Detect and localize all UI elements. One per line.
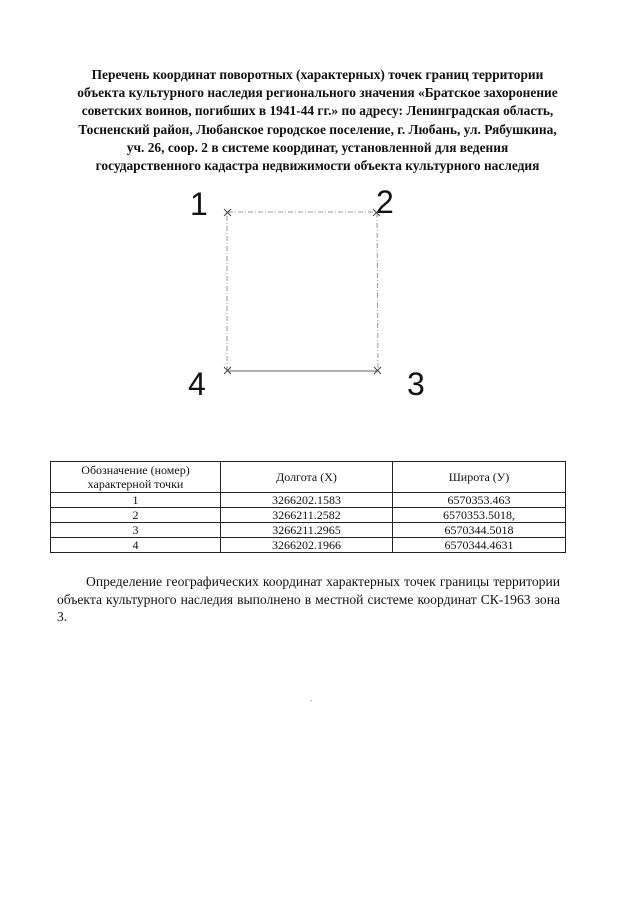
latitude-cell: 6570344.5018 bbox=[393, 523, 566, 538]
table-row bbox=[51, 493, 566, 508]
column-header-longitude: Долгота (X) bbox=[221, 462, 393, 493]
table-row bbox=[51, 538, 566, 553]
table-row bbox=[51, 508, 566, 523]
title-line: уч. 26, соор. 2 в системе координат, установленной для ведения bbox=[126, 139, 509, 155]
latitude-cell: 6570353.463 bbox=[393, 493, 566, 508]
longitude-cell: 3266202.1583 bbox=[221, 493, 393, 508]
scan-speck bbox=[311, 700, 312, 701]
title-line: Перечень координат поворотных (характерных) точек границ территории bbox=[91, 67, 544, 82]
title-line: государственного кадастра недвижимости объекта культурного наследия bbox=[95, 158, 540, 174]
table-row bbox=[51, 523, 566, 538]
boundary-scheme bbox=[170, 178, 450, 408]
point-number-cell: 3 bbox=[51, 523, 221, 538]
latitude-cell: 6570344.4631 bbox=[393, 538, 566, 553]
point-label-3: 3 bbox=[407, 366, 425, 402]
coordinate-system-note: Определение географических координат характерных точек границы территории объекта культурного наследия выполнено в местной системе координат СК-1963 зона 3. bbox=[57, 574, 560, 624]
title-line: Тосненский район, Любанское городское поселение, г. Любань, ул. Рябушкина, bbox=[78, 121, 557, 137]
point-label-4: 4 bbox=[188, 366, 206, 402]
title-line: советских воинов, погибших в 1941-44 гг.» по адресу: Ленинградская область, bbox=[81, 103, 554, 119]
column-header-latitude: Широта (У) bbox=[393, 462, 566, 493]
longitude-cell: 3266202.1966 bbox=[221, 538, 393, 553]
point-number-cell: 4 bbox=[51, 538, 221, 553]
point-number-cell: 2 bbox=[51, 508, 221, 523]
table-header-row bbox=[51, 462, 566, 493]
column-header-point: Обозначение (номер) характерной точки bbox=[51, 462, 221, 493]
boundary-polygon bbox=[227, 212, 378, 371]
coordinates-table bbox=[50, 461, 566, 553]
longitude-cell: 3266211.2582 bbox=[221, 508, 393, 523]
latitude-cell: 6570353.5018, bbox=[393, 508, 566, 523]
point-label-2: 2 bbox=[376, 184, 394, 220]
boundary-edge-2-3 bbox=[377, 213, 378, 370]
point-number-cell: 1 bbox=[51, 493, 221, 508]
title-line: объекта культурного наследия регионального значения «Братское захоронение bbox=[77, 85, 558, 101]
longitude-cell: 3266211.2965 bbox=[221, 523, 393, 538]
point-label-1: 1 bbox=[190, 186, 208, 222]
document-title bbox=[50, 66, 585, 175]
